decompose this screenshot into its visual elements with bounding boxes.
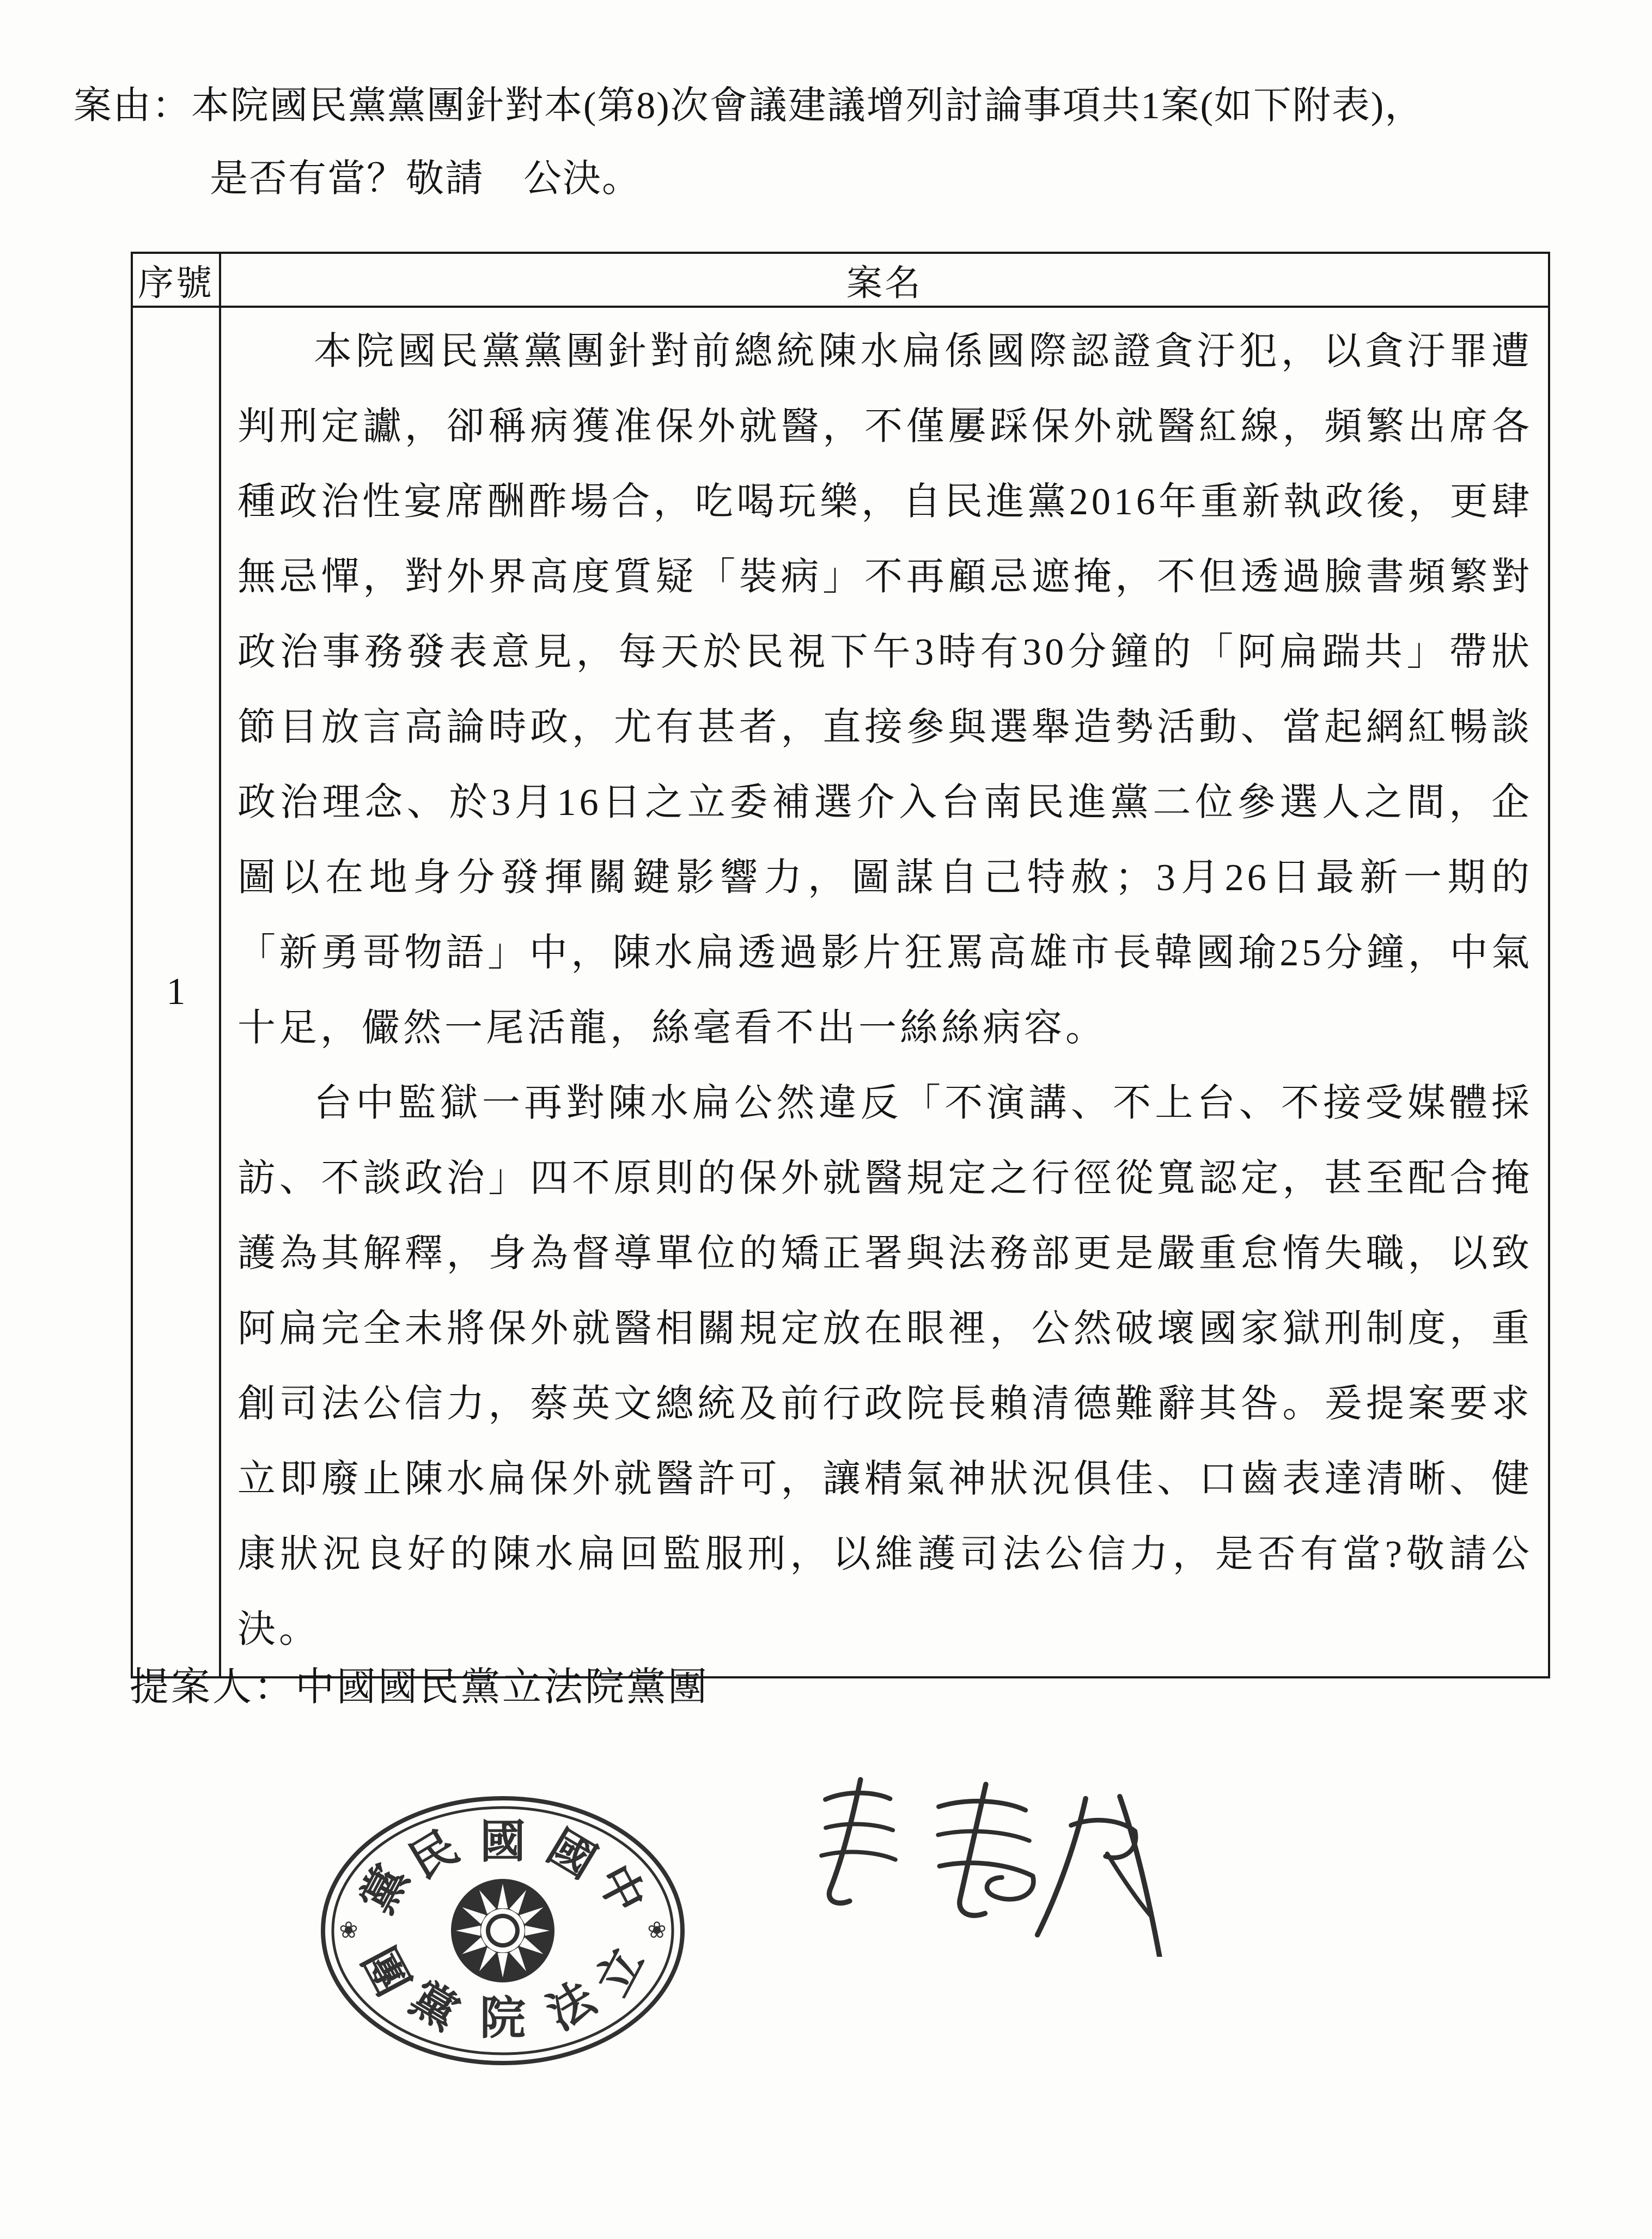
column-header-serial-number: 序號	[132, 253, 220, 307]
case-subject	[74, 70, 1642, 216]
seal-char: 中	[587, 1857, 654, 1921]
seal-char: 黨	[352, 1857, 418, 1921]
seal-char: 團	[352, 1940, 418, 2004]
serial-number-cell: 1	[132, 307, 220, 1677]
proposal-table	[131, 252, 1550, 1678]
seal-char: 院	[479, 1993, 526, 2045]
case-name-cell	[220, 307, 1549, 1677]
party-seal-stamp	[307, 1784, 699, 2078]
proposer-line: 提案人：中國國民黨立法院黨團	[130, 1665, 710, 1709]
case-paragraph-1: 本院國民黨黨團針對前總統陳水扁係國際認證貪汙犯，以貪汙罪遭判刑定讞，卻稱病獲准保外就醫，不僅屢踩保外就醫紅線，頻繁出席各種政治性宴席酬酢場合，吃喝玩樂，自民進黨2016年重新執政後，更肆無忌憚，對外界高度質疑「裝病」不再顧忌遮掩，不但透過臉書頻繁對政治事務發表意見，每天於民視下午3時有30分鐘的「阿扁踹共」帶狀節目放言高論時政，尤有甚者，直接參與選舉造勢活動、當起網紅暢談政治理念、於3月16日之立委補選介入台南民進黨二位參選人之間，企圖以在地身分發揮關鍵影響力，圖謀自己特赦；3月26日最新一期的「新勇哥物語」中，陳水扁透過影片狂罵高雄市長韓國瑜25分鐘，中氣十足，儼然一尾活龍，絲毫看不出一絲絲病容。	[237, 331, 1533, 1049]
seal-char: 民	[401, 1821, 467, 1889]
seal-char: 黨	[401, 1973, 467, 2040]
case-paragraph-2: 台中監獄一再對陳水扁公然違反「不演講、不上台、不接受媒體採訪、不談政治」四不原則的保外就醫規定之行徑從寬認定，甚至配合掩護為其解釋，身為督導單位的矯正署與法務部更是嚴重怠惰失職，以致阿扁完全未將保外就醫相關規定放在眼裡，公然破壞國家獄刑制度，重創司法公信力，蔡英文總統及前行政院長賴清德難辭其咎。爰提案要求立即廢止陳水扁保外就醫許可，讓精氣神狀況俱佳、口齒表達清晰、健康狀況良好的陳水扁回監服刑，以維護司法公信力，是否有當?敬請公決。	[237, 1082, 1533, 1651]
table-row	[132, 307, 1549, 1677]
seal-char: 國	[539, 1821, 604, 1889]
case-subject-line-2: 是否有當？敬請 公決。	[210, 158, 641, 200]
seal-char: 法	[539, 1973, 604, 2040]
signature	[779, 1760, 1182, 1957]
rosette-icon: ❀	[647, 1918, 667, 1943]
table-header-row	[132, 253, 1549, 307]
column-header-case-name: 案名	[220, 253, 1549, 307]
seal-char: 立	[587, 1940, 654, 2004]
sun-emblem-icon	[451, 1879, 554, 1982]
rosette-icon: ❀	[339, 1918, 358, 1943]
seal-char: 國	[479, 1817, 526, 1868]
case-subject-line-1: 案由：本院國民黨黨團針對本(第8)次會議建議增列討論事項共1案(如下附表)，	[74, 85, 1424, 127]
